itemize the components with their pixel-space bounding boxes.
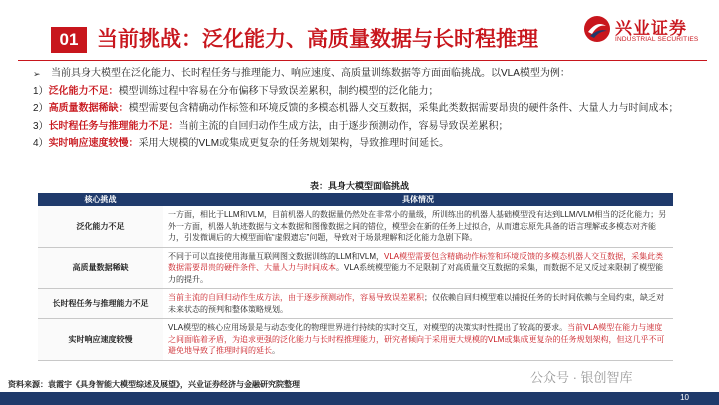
logo-mark-icon xyxy=(582,14,612,44)
highlighted-text: 当前VLA模型在能力与速度之间面临着矛盾，为追求更强的泛化能力与长时程推理能力，研究者倾向于采用更大规模的VLM或集成更复杂的任务规划架构，但这几乎不可避免地导致了推理时间的延长 xyxy=(168,323,665,355)
item-key: 高质量数据稀缺： xyxy=(48,103,129,114)
item-key: 长时程任务与推理能力不足： xyxy=(48,120,179,132)
detail-text: VLA模型的核心应用场景是与动态变化的物理世界进行持续的实时交互，对模型的决策实时性提出了较高的要求。 xyxy=(168,323,568,332)
watermark: 公众号 · 银创智库 xyxy=(530,370,633,385)
page-number: 10 xyxy=(680,393,689,402)
item-text: 当前主流的自回归动作生成方法，由于逐步预测动作，容易导致误差累积； xyxy=(178,120,509,132)
section-number-badge: 01 xyxy=(51,27,87,53)
logo-chinese-name: 兴业证券 xyxy=(615,19,687,38)
footer-bar xyxy=(0,392,719,405)
detail-text: 。 xyxy=(272,346,280,355)
intro-paragraph xyxy=(33,67,693,82)
challenge-cell: 实时响应速度较慢 xyxy=(38,319,163,361)
body-text xyxy=(33,67,693,152)
table-caption: 表：具身大模型面临挑战 xyxy=(309,181,409,191)
title-bar xyxy=(0,0,719,62)
table-row xyxy=(38,247,673,289)
challenge-cell: 高质量数据稀缺 xyxy=(38,247,163,289)
detail-cell xyxy=(163,319,673,361)
bullet-arrow-icon: ➢ xyxy=(33,69,41,79)
challenge-item-2 xyxy=(33,102,693,117)
table-header-challenge: 核心挑战 xyxy=(38,193,163,206)
detail-text: ；仅依赖自回归模型难以捕捉任务的长时间依赖与全局约束，缺乏对未来状态的预判和整体策略规划。 xyxy=(168,293,664,314)
item-key: 实时响应速度较慢： xyxy=(48,138,139,149)
highlighted-text: 当前主流的自回归动作生成方法，由于逐步预测动作，容易导致误差累积 xyxy=(168,293,424,302)
item-text: 模型训练过程中容易在分布偏移下导致误差累积，制约模型的泛化能力； xyxy=(118,85,439,97)
intro-text: 当前具身大模型在泛化能力、长时程任务与推理能力、响应速度、高质量训练数据等方面面临挑战。以VLA模型为例： xyxy=(51,68,570,79)
item-text: 采用大规模的VLM或集成更复杂的任务规划架构，导致推理时间延长。 xyxy=(138,138,450,149)
challenge-cell: 泛化能力不足 xyxy=(38,206,163,247)
table-body xyxy=(38,206,673,360)
item-key: 泛化能力不足： xyxy=(48,85,119,97)
challenge-item-1 xyxy=(33,85,693,100)
item-number: 4） xyxy=(33,138,49,149)
source-note: 资料来源：袁霞宇《具身智能大模型综述及展望》，兴业证券经济与金融研究院整理 xyxy=(8,380,300,389)
table-header-detail: 具体情况 xyxy=(163,193,673,206)
table-row xyxy=(38,289,673,319)
detail-text: 不同于可以直接使用海量互联网图文数据训练的LLM和VLM， xyxy=(168,251,385,261)
item-number: 2） xyxy=(33,103,49,114)
challenges-table xyxy=(38,193,673,361)
logo-english-name: INDUSTRIAL SECURITIES xyxy=(615,36,699,43)
highlighted-text: VLA模型需要包含精确动作标签和环境反馈的多模态机器人交互数据，采集此类数据需要昂贵的硬件条件、大量人力与时间成本 xyxy=(168,251,664,272)
detail-cell xyxy=(163,289,673,319)
table-header-row xyxy=(38,193,673,206)
table-row xyxy=(38,206,673,247)
detail-text: 。VLA系统模型能力不足限制了对高质量交互数据的采集，而数据不足又反过来限制了模型能力的提升。 xyxy=(168,263,664,284)
item-number: 3） xyxy=(33,120,49,132)
company-logo xyxy=(582,14,707,48)
table-row xyxy=(38,319,673,361)
item-text: 模型需要包含精确动作标签和环境反馈的多模态机器人交互数据，采集此类数据需要昂贵的硬件条件、大量人力与时间成本； xyxy=(128,103,679,114)
challenge-cell: 长时程任务与推理能力不足 xyxy=(38,289,163,319)
page-title: 当前挑战：泛化能力、高质量数据与长时程推理 xyxy=(97,28,538,51)
detail-cell xyxy=(163,247,673,289)
item-number: 1） xyxy=(33,85,49,97)
challenge-item-4 xyxy=(33,137,693,152)
detail-cell xyxy=(163,206,673,247)
detail-text: 一方面，相比于LLM和VLM，目前机器人的数据量仍然处在非常小的量级，所训练出的机器人基础模型没有达到LLM/VLM相当的泛化能力；另外一方面，机器人轨迹数据与文本数据和图像数据之间的错位，模型会在新的任务上过拟合，从而遗忘原先具备的语言理解或多模态对齐能力，引发微调后的大模型面临“虚假遗忘”问题，导致对于场景理解和泛化能力急剧下降。 xyxy=(168,210,667,242)
challenge-item-3 xyxy=(33,120,693,135)
title-divider xyxy=(18,60,707,61)
